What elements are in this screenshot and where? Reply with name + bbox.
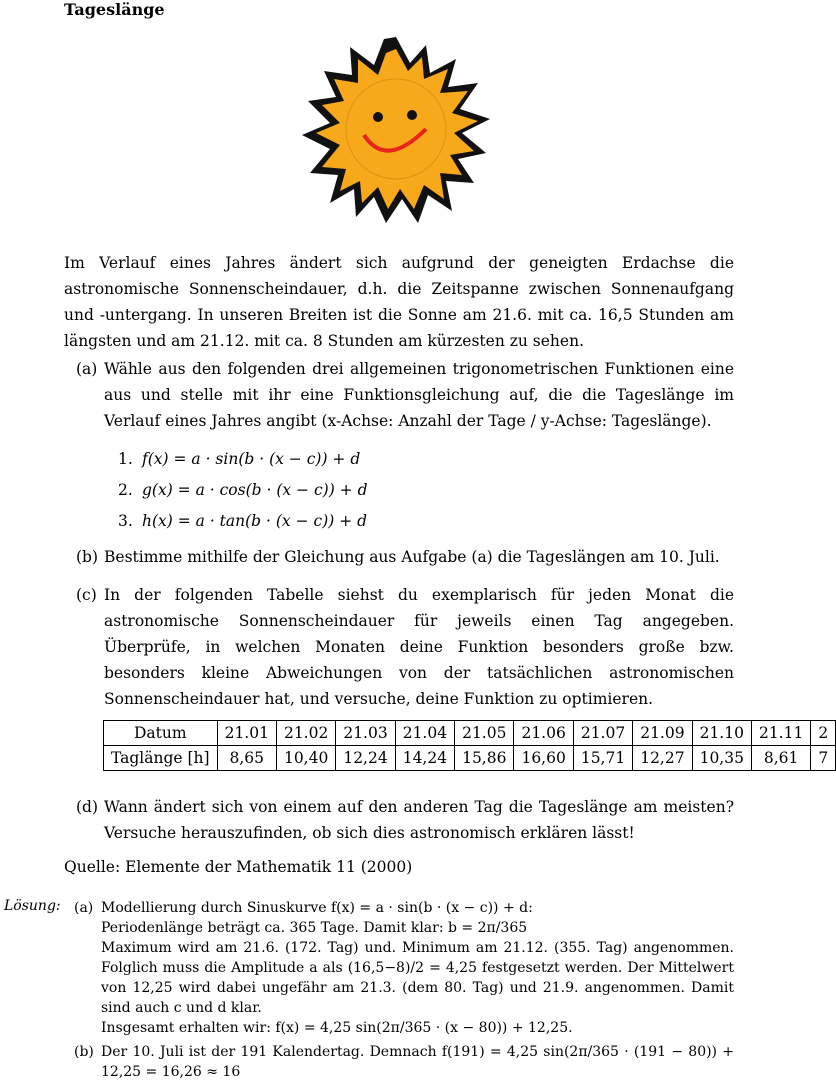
task-d: (d) Wann ändert sich von einem auf den anderen Tag die Tageslänge am meisten? Versuche herauszufinden, ob sich dies astronomisch erklären lässt! bbox=[76, 798, 734, 842]
table-header-date: Datum bbox=[104, 721, 218, 746]
day-length-table bbox=[103, 720, 836, 771]
function-item-1: 1. f(x) = a · sin(b · (x − c)) + d bbox=[118, 450, 361, 468]
task-a-label: (a) bbox=[76, 360, 98, 378]
task-b: (b) Bestimme mithilfe der Gleichung aus Aufgabe (a) die Tageslängen am 10. Juli. bbox=[76, 548, 720, 566]
function-item-3: 3. h(x) = a · tan(b · (x − c)) + d bbox=[118, 512, 368, 530]
smiling-sun-illustration bbox=[298, 38, 494, 220]
source-note: Quelle: Elemente der Mathematik 11 (2000) bbox=[64, 858, 413, 876]
right-eye bbox=[407, 110, 417, 120]
page-title: Tageslänge bbox=[64, 0, 165, 19]
task-a-text: Wähle aus den folgenden drei allgemeinen trigonometrischen Funktionen eine aus und stelle mit ihr eine Funktionsgleichung auf, die die Tageslänge im Verlauf eines Jahres angibt (x-Achse: Anzahl der Tage / y-Achse: Tageslänge). bbox=[104, 360, 734, 430]
intro-paragraph: Im Verlauf eines Jahres ändert sich aufgrund der geneigten Erdachse die astronomische Sonnenscheindauer, d.h. die Zeitspanne zwischen Sonnenaufgang und -untergang. In unseren Breiten ist die Sonne am 21.6. mit ca. 16,5 Stunden am längsten und am 21.12. mit ca. 8 Stunden am kürzesten zu sehen. bbox=[64, 254, 734, 350]
table-row-values: Taglänge [h] 8,65 10,40 12,24 14,24 15,86 16,60 15,71 12,27 10,35 8,61 7 bbox=[104, 746, 836, 771]
solution-b: (b) Der 10. Juli ist der 191 Kalendertag. Demnach f(191) = 4,25 sin(2π/365 · (191 − 80)) + 12,25 = 16,26 ≈ 16 bbox=[74, 1044, 734, 1080]
task-c: (c) In der folgenden Tabelle siehst du exemplarisch für jeden Monat die astronomische Sonnenscheindauer für jeweils einen Tag angegeben. Überprüfe, in welchen Monaten deine Funktion besonders große bzw. besonders kleine Abweichungen von der tatsächlichen astronomischen Sonnenscheindauer hat, und versuche, deine Funktion zu optimieren. bbox=[76, 586, 734, 708]
table-row-dates: Datum 21.01 21.02 21.03 21.04 21.05 21.06 21.07 21.09 21.10 21.11 2 bbox=[104, 721, 836, 746]
solution-label: Lösung: bbox=[4, 898, 61, 914]
table-header-length: Taglänge [h] bbox=[104, 746, 218, 771]
solution-a: (a) Modellierung durch Sinuskurve f(x) = a · sin(b · (x − c)) + d: Periodenlänge beträgt ca. 365 Tage. Damit klar: b = 2π/365 Maximum wird am 21.6. (172. Tag) und. Minimum am 21.12. (355. Tag) angenommen. Folglich muss die Amplitude a als (16,5−8)/2 = 4,25 festgesetzt werden. Der Mittelwert von 12,25 wird dabei ungefähr am 21.3. (dem 80. Tag) und 21.9. angenommen. Damit sind auch c und d klar. Insgesamt erhalten wir: f(x) = 4,25 sin(2π/365 · (x − 80)) + 12,25. bbox=[74, 900, 734, 1036]
function-item-2: 2. g(x) = a · cos(b · (x − c)) + d bbox=[118, 481, 368, 499]
task-a bbox=[76, 356, 734, 434]
sun-face bbox=[346, 79, 446, 179]
left-eye bbox=[373, 112, 383, 122]
